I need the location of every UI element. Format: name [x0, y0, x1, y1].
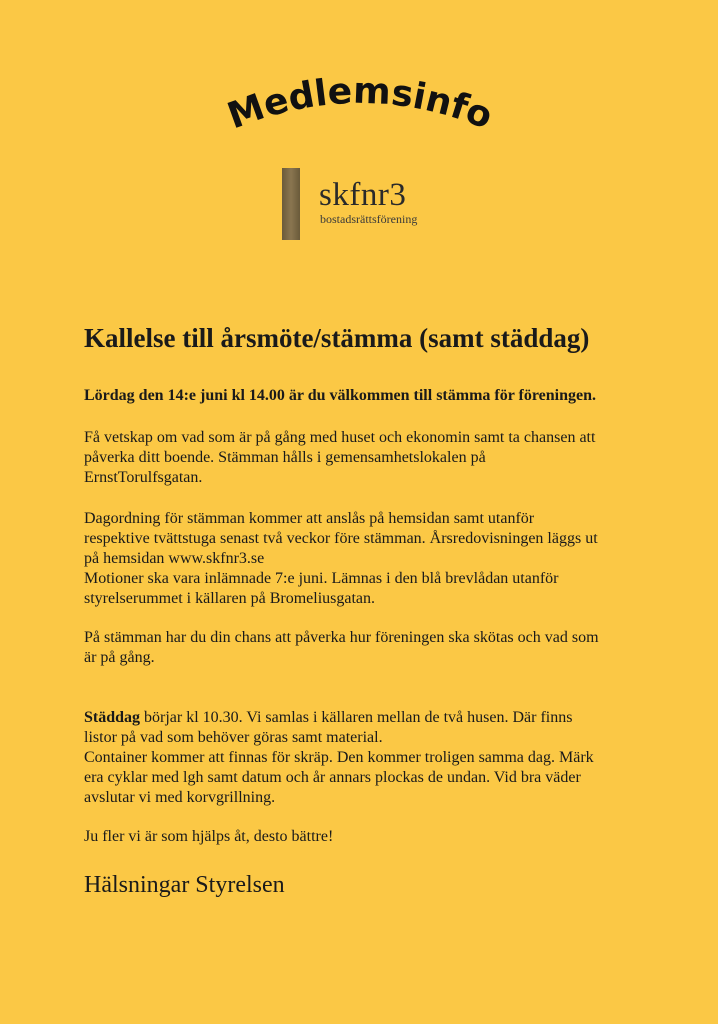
logo-name: skfnr3 [319, 177, 407, 213]
paragraph-agenda [84, 509, 664, 609]
text-segment: börjar kl 10.30. Vi samlas i källaren mellan de två husen. Där finns [140, 709, 573, 726]
text-line: Ju fler vi är som hjälps åt, desto bättre! [84, 828, 334, 845]
text-line [84, 708, 664, 728]
association-logo [282, 168, 482, 242]
text-line: respektive tvättstuga senast två veckor före stämman. Årsredovisningen läggs ut [84, 530, 598, 547]
masthead-text: Medlemsinfo [222, 70, 498, 138]
closing-signature: Hälsningar Styrelsen [84, 872, 285, 898]
text-line: avslutar vi med korvgrillning. [84, 789, 276, 806]
paragraph-encouragement [84, 827, 664, 847]
text-line: Motioner ska vara inlämnade 7:e juni. Lämnas i den blå brevlådan utanför [84, 570, 559, 587]
text-line: styrelserummet i källaren på Bromeliusgatan. [84, 590, 376, 607]
text-line: era cyklar med lgh samt datum och år annars plockas de undan. Vid bra väder [84, 769, 581, 786]
cleaning-day-label: Städdag [84, 709, 141, 726]
text-line: på hemsidan www.skfnr3.se [84, 550, 265, 567]
masthead-arc [200, 70, 520, 150]
paragraph-intro [84, 428, 664, 488]
text-line: Container kommer att finnas för skräp. Den kommer troligen samma dag. Märk [84, 749, 594, 766]
svg-text:Medlemsinfo [222, 71, 497, 138]
text-line: Dagordning för stämman kommer att anslås på hemsidan samt utanför [84, 510, 535, 527]
text-line: Få vetskap om vad som är på gång med huset och ekonomin samt ta chansen att [84, 429, 596, 446]
logo-subtitle: bostadsrättsförening [320, 212, 418, 226]
paragraph-cleaning-day [84, 708, 664, 808]
text-line: På stämman har du din chans att påverka hur föreningen ska skötas och vad som [84, 629, 599, 646]
text-line: är på gång. [84, 649, 155, 666]
logo-bar [282, 168, 300, 240]
text-line: ErnstTorulfsgatan. [84, 469, 203, 486]
text-line: påverka ditt boende. Stämman hålls i gemensamhetslokalen på [84, 449, 486, 466]
meeting-date-lead: Lördag den 14:e juni kl 14.00 är du välkommen till stämma för föreningen. [84, 387, 597, 404]
text-line: listor på vad som behöver göras samt material. [84, 729, 383, 746]
paragraph-influence [84, 628, 664, 668]
page-heading: Kallelse till årsmöte/stämma (samt städdag) [84, 323, 590, 353]
masthead-title [200, 70, 520, 150]
